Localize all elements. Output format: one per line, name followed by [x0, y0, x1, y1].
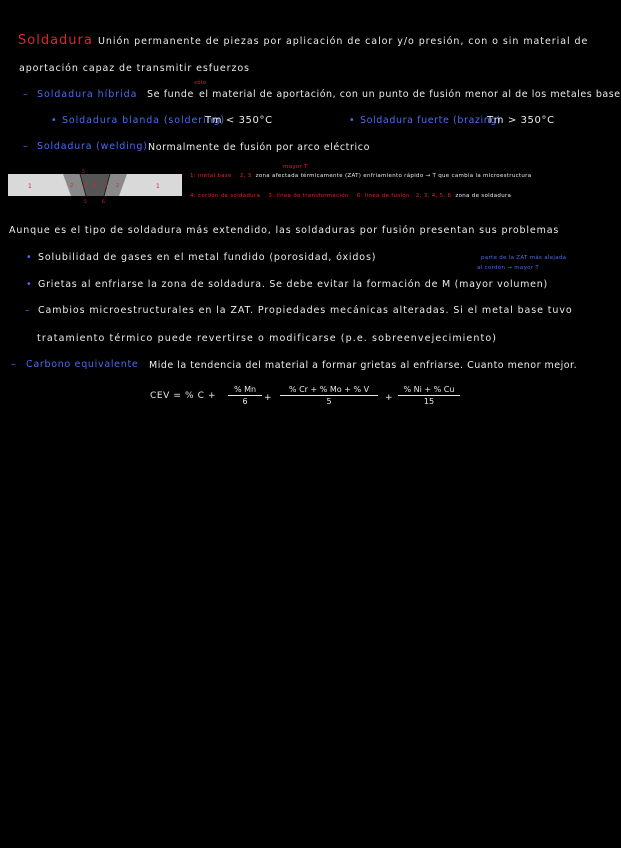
cev-formula-lhs: CEV = % C + [150, 391, 217, 401]
fusion-bullet: – [23, 141, 29, 152]
legend-weld-bead: 4: cordón de soldadura [190, 193, 261, 199]
cev-fraction-mn-numerator: % Mn [228, 385, 262, 396]
cev-desc: Mide la tendencia del material a formar grietas al enfriarse. Cuanto menor mejor. [149, 360, 578, 371]
definition-text-line2: aportación capaz de transmitir esfuerzos [19, 63, 250, 74]
legend-zat-text: zona afectada térmicamente (ZAT) enfriamiento rápido → T que cambia la microestructura [255, 173, 532, 179]
legend-row-2 [190, 193, 511, 199]
diagram-label-base-left: 1 [28, 183, 32, 190]
cev-fraction-ni-cu-denominator: 15 [423, 397, 435, 406]
soft-bullet: • [51, 115, 58, 126]
problem-bullet: • [26, 279, 33, 290]
diagram-label-zat-left: 2 [70, 183, 74, 189]
fusion-term: Soldadura (welding) [37, 141, 148, 152]
cev-plus-1: + [264, 393, 273, 403]
hybrid-bullet: – [23, 89, 29, 100]
legend-weld-zone-numbers: 2, 3, 4, 5, 6 [415, 193, 452, 199]
diagram-label-5-top: 5 [82, 170, 85, 175]
legend-note-above: mayor T [283, 164, 308, 170]
problem-item: Cambios microestructurales en la ZAT. Propiedades mecánicas alteradas. Si el metal base tuvo [38, 305, 573, 316]
diagram-label-transform-right: 3 [104, 183, 108, 189]
problems-intro: Aunque es el tipo de soldadura más extendido, las soldaduras por fusión presentan sus problemas [9, 225, 560, 236]
hybrid-desc-a: Se funde [147, 89, 194, 100]
cev-fraction-ni-cu-numerator: % Ni + % Cu [398, 385, 460, 396]
legend-transform-line: 3: línea de transformación [268, 193, 349, 199]
problem-item-continuation: tratamiento térmico puede revertirse o modificarse (p.e. sobreenvejecimiento) [37, 333, 498, 344]
side-note-line1: parte de la ZAT más alejada [481, 255, 567, 261]
problem-item: Grietas al enfriarse la zona de soldadura. Se debe evitar la formación de M (mayor volumen) [38, 279, 548, 290]
side-note-line2: al cordón → mayor T [477, 265, 540, 271]
hybrid-annotation: sólo [194, 80, 207, 86]
soft-formula: Tm < 350°C [205, 115, 273, 126]
diagram-label-base-right: 1 [156, 183, 160, 190]
definition-term: Soldadura [18, 33, 93, 48]
cev-fraction-mn [228, 385, 262, 406]
cev-plus-2: + [385, 393, 394, 403]
hard-term: Soldadura fuerte (brazing) [360, 115, 502, 126]
hard-formula: Tm > 350°C [487, 115, 555, 126]
problem-bullet: • [26, 252, 33, 263]
cev-bullet: – [11, 359, 17, 370]
problem-item: Solubilidad de gases en el metal fundido (porosidad, óxidos) [38, 252, 377, 263]
cev-fraction-cr-mo-v-denominator: 5 [326, 397, 332, 406]
definition-text-line1: Unión permanente de piezas por aplicación de calor y/o presión, con o sin material de [98, 36, 589, 47]
cev-fraction-ni-cu [398, 385, 460, 406]
hybrid-desc-b: el material de aportación, con un punto de fusión menor al de los metales base [199, 89, 621, 100]
soft-term: Soldadura blanda (soldering) [62, 115, 226, 126]
hard-bullet: • [349, 115, 356, 126]
hybrid-term: Soldadura híbrida [37, 89, 138, 100]
fusion-desc: Normalmente de fusión por arco eléctrico [148, 142, 370, 153]
problem-bullet: – [25, 305, 31, 316]
diagram-label-transform-left: 3 [83, 183, 87, 189]
diagram-label-zat-right: 2 [116, 183, 120, 189]
diagram-label-bead: 4 [93, 183, 97, 189]
legend-fusion-line: 6: línea de fusión [356, 193, 410, 199]
diagram-label-5-bottom: 5 [84, 200, 87, 205]
cev-fraction-mn-denominator: 6 [242, 397, 248, 406]
diagram-label-6-bottom: 6 [102, 200, 105, 205]
legend-weld-zone-text: zona de soldadura [455, 193, 512, 199]
legend-base-metal: 1: metal base [190, 173, 232, 179]
weld-cross-section-diagram [8, 170, 182, 205]
cev-fraction-cr-mo-v-numerator: % Cr + % Mo + % V [280, 385, 378, 396]
cev-term: Carbono equivalente [26, 359, 139, 370]
legend-zat-numbers: 2, 3 [239, 173, 252, 179]
cev-fraction-cr-mo-v [280, 385, 378, 406]
legend-row-1 [190, 173, 531, 179]
